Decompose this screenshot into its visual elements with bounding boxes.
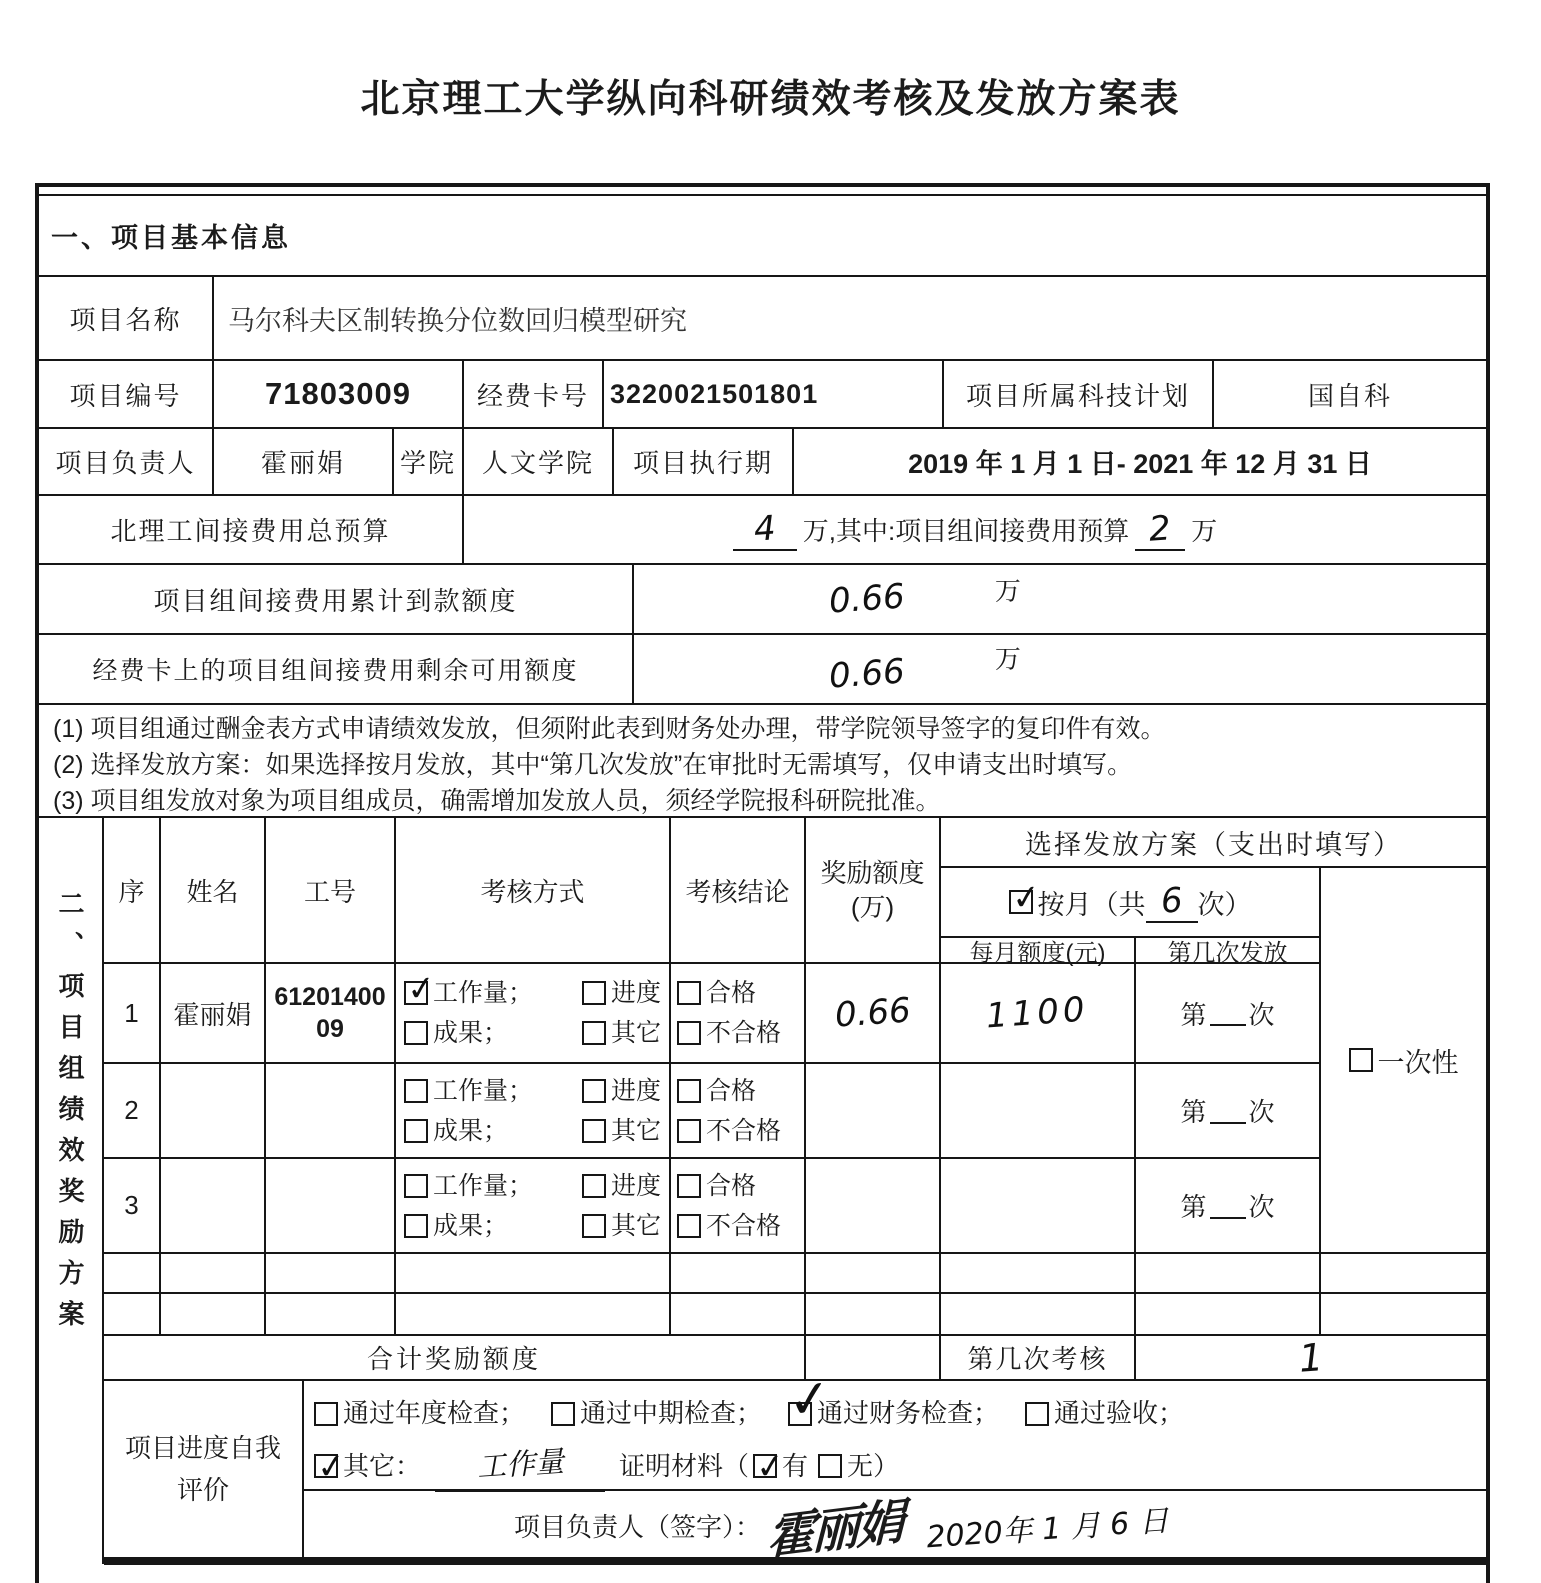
checkbox-annual-check [314,1402,338,1426]
header-nth-payment: 第几次发放 [1136,938,1321,964]
row1-workload-label: 工作量； [433,979,534,1007]
checkbox-row2-progress [582,1079,606,1103]
checkbox-row2-pass [677,1079,701,1103]
checkbox-material-none [818,1454,842,1478]
evaluation-main [304,1381,1486,1567]
row2-other-label: 其它 [610,1116,661,1145]
fund-card-label: 经费卡号 [464,361,604,427]
row3-workload-label: 工作量； [433,1171,534,1200]
arrived-value-area [634,565,1486,633]
acceptance-check-label: 通过验收； [1054,1398,1185,1428]
budget-unit: 万 [1191,516,1218,546]
section2 [39,818,1486,1567]
empty-row [1321,1254,1486,1294]
row1-amount [941,964,1136,1064]
header-method: 考核方式 [396,818,671,964]
signature-area [304,1491,1486,1567]
row2-progress-label: 进度 [610,1076,661,1105]
header-name: 姓名 [161,818,266,964]
header-reward-line1: 奖励额度 [820,858,925,888]
school-value: 人文学院 [464,429,614,494]
row1-result-label: 成果； [433,1019,509,1047]
project-name-value: 马尔科夫区制转换分位数回归模型研究 [228,305,687,336]
remaining-value-area [634,635,1486,703]
row3-nth-blank [1210,1193,1246,1219]
row1-fail-label: 不合格 [706,1019,782,1047]
empty-row [161,1254,266,1294]
budget-value [464,496,1486,563]
row2-pass-label: 合格 [706,1076,757,1105]
finance-check-label: 通过财务检查； [817,1398,1000,1428]
midterm-check-label: 通过中期检查； [580,1398,763,1428]
row3-seq: 3 [104,1159,161,1254]
checkbox-row1-workload [404,981,428,1005]
nth-assess-handwritten: 1 [1297,1334,1325,1381]
row2-nth [1136,1064,1321,1159]
checkbox-row1-other [582,1021,606,1045]
empty-row [266,1254,396,1294]
budget-label: 北理工间接费用总预算 [39,496,464,563]
note-2: (2) 选择发放方案：如果选择按月发放，其中“第几次发放”在审批时无需填写，仅申请支出时填写。 [53,751,1133,779]
arrived-row [39,565,1486,635]
checkbox-row1-pass [677,981,701,1005]
signature-label: 项目负责人（签字）： [514,1512,762,1542]
section2-main [104,818,1486,1567]
header-conclusion: 考核结论 [671,818,806,964]
remaining-row [39,635,1486,705]
checkbox-row3-pass [677,1174,701,1198]
row1-method [396,964,671,1064]
arrived-unit: 万 [994,575,1021,606]
header-monthly [941,868,1321,938]
empty-row [941,1254,1136,1294]
form-title: 北京理工大学纵向科研绩效考核及发放方案表 [360,78,1181,121]
checkbox-midterm-check [551,1402,575,1426]
project-number-row [39,361,1486,429]
empty-row [266,1294,396,1336]
row2-nth-prefix: 第 [1180,1097,1207,1127]
row3-reward [806,1159,941,1254]
sum-label: 合计奖励额度 [104,1336,806,1381]
checkbox-row2-workload [404,1079,428,1103]
row2-workload-label: 工作量； [433,1076,534,1105]
fund-card-value: 3220021501801 [604,361,944,427]
row3-fail-label: 不合格 [706,1211,782,1240]
row2-method [396,1064,671,1159]
empty-row [396,1294,671,1336]
checkbox-row3-progress [582,1174,606,1198]
checkbox-monthly [1009,890,1033,914]
row1-progress-label: 进度 [610,979,661,1007]
header-reward [806,818,941,964]
checkbox-row1-progress [582,981,606,1005]
material-none-label: 无 [847,1450,874,1481]
row3-result-label: 成果； [433,1211,509,1240]
section1-header: 一、项目基本信息 [39,194,1486,277]
row2-nth-suffix: 次 [1248,1097,1275,1127]
row2-id [266,1064,396,1159]
row1-nth [1136,964,1321,1064]
row1-nth-suffix: 次 [1248,999,1275,1030]
checkbox-row3-workload [404,1174,428,1198]
monthly-suffix: 次） [1197,889,1252,920]
budget-total-underline [733,509,797,551]
arrived-value: 0.66 [827,576,907,622]
material-have-label: 有 [782,1450,809,1481]
section2-grid [104,818,1486,1381]
budget-group-value: 2 [1148,507,1173,550]
signature-date: 2020年 1 月 6 日 [925,1503,1170,1555]
row1-name: 霍丽娟 [161,964,266,1064]
row1-amount-value: 1100 [984,989,1091,1037]
row3-conclusion [671,1159,806,1254]
project-name-label: 项目名称 [39,277,214,359]
evaluation-label: 项目进度自我评价 [104,1381,304,1557]
row2-conclusion [671,1064,806,1159]
notes-block [39,705,1486,818]
checkbox-row2-result [404,1119,428,1143]
budget-mid-text: 万,其中:项目组间接费用预算 [802,516,1130,546]
project-name-row [39,277,1486,361]
row3-id [266,1159,396,1254]
header-seq: 序 [104,818,161,964]
nth-assess-label: 第几次考核 [941,1336,1136,1381]
note-1: (1) 项目组通过酬金表方式申请绩效发放，但须附此表到财务处办理，带学院领导签字的复印件有效。 [53,715,1166,743]
row2-fail-label: 不合格 [706,1116,782,1145]
empty-row [806,1254,941,1294]
arrived-label: 项目组间接费用累计到款额度 [39,565,634,633]
section2-side-label: 二、项目组绩效奖励方案 [55,890,85,1341]
checkbox-row3-other [582,1214,606,1238]
checkbox-row3-result [404,1214,428,1238]
material-label: 证明材料（ [619,1450,750,1481]
empty-row [104,1294,161,1336]
remaining-label: 经费卡上的项目组间接费用剩余可用额度 [39,635,634,703]
note-3: (3) 项目组发放对象为项目组成员，确需增加发放人员，须经学院报科研院批准。 [53,787,941,815]
checkbox-acceptance-check [1025,1402,1049,1426]
school-label: 学院 [394,429,464,494]
checkbox-row2-fail [677,1119,701,1143]
row1-seq: 1 [104,964,161,1064]
row3-method [396,1159,671,1254]
empty-row [1136,1294,1321,1336]
evaluation-block [104,1381,1486,1567]
row1-nth-prefix: 第 [1180,999,1207,1030]
row1-conclusion [671,964,806,1064]
annual-check-label: 通过年度检查； [343,1398,526,1428]
period-value: 2019 年 1 月 1 日- 2021 年 12 月 31 日 [908,449,1372,479]
row3-other-label: 其它 [610,1211,661,1240]
leader-value: 霍丽娟 [214,429,394,494]
remaining-unit: 万 [994,643,1021,674]
other-progress-value: 工作量 [475,1444,565,1484]
empty-row [104,1254,161,1294]
project-no-value: 71803009 [214,361,464,427]
other-progress-label: 其它： [343,1450,422,1481]
row3-pass-label: 合格 [706,1171,757,1200]
empty-row [1136,1254,1321,1294]
checkbox-row1-fail [677,1021,701,1045]
header-plan: 选择发放方案（支出时填写） [941,818,1486,868]
monthly-count-underline [1146,881,1198,923]
checkbox-once [1349,1048,1373,1072]
empty-row [671,1254,806,1294]
other-progress-underline [435,1439,605,1492]
once-label: 一次性 [1377,1047,1459,1078]
checkbox-other-progress [314,1454,338,1478]
header-reward-line2: (万) [850,892,895,922]
checkbox-material-have [753,1454,777,1478]
empty-row [396,1254,671,1294]
signature: 霍丽娟 [766,1493,902,1567]
row2-amount [941,1064,1136,1159]
project-no-label: 项目编号 [39,361,214,427]
material-close: ） [873,1450,900,1481]
empty-row [671,1294,806,1336]
empty-row [161,1294,266,1336]
row3-name [161,1159,266,1254]
row1-other-label: 其它 [610,1019,661,1047]
empty-row [1321,1294,1486,1336]
row3-amount [941,1159,1136,1254]
row2-reward [806,1064,941,1159]
checkbox-row3-fail [677,1214,701,1238]
empty-row [941,1294,1136,1336]
row1-reward-value: 0.66 [833,990,912,1036]
remaining-value: 0.66 [827,651,907,697]
checkbox-row2-other [582,1119,606,1143]
nth-assess-value [1136,1336,1486,1381]
leader-label: 项目负责人 [39,429,214,494]
row1-nth-blank [1210,1000,1246,1026]
period-label: 项目执行期 [614,429,794,494]
row3-nth-prefix: 第 [1180,1192,1207,1222]
evaluation-checks [304,1381,1486,1491]
monthly-prefix: 按月（共 [1037,889,1146,920]
header-id: 工号 [266,818,396,964]
program-label: 项目所属科技计划 [944,361,1214,427]
form-table [35,183,1490,1583]
section2-side-column [39,818,104,1564]
row1-reward [806,964,941,1064]
partial-bottom-row [104,1561,1486,1565]
once-cell [1321,868,1486,1254]
header-monthly-amount: 每月额度(元) [941,938,1136,964]
program-value: 国自科 [1307,380,1392,411]
budget-total-value: 4 [752,507,777,550]
checkbox-finance-check [788,1402,812,1426]
leader-row [39,429,1486,496]
row3-nth-suffix: 次 [1248,1192,1275,1222]
row2-name [161,1064,266,1159]
row3-progress-label: 进度 [610,1171,661,1200]
row2-result-label: 成果； [433,1116,509,1145]
checkbox-row1-result [404,1021,428,1045]
empty-row [806,1294,941,1336]
row2-seq: 2 [104,1064,161,1159]
budget-row [39,496,1486,565]
row1-id: 6120140009 [266,964,396,1064]
row2-nth-blank [1210,1098,1246,1124]
budget-group-underline [1135,509,1185,551]
row3-nth [1136,1159,1321,1254]
row1-pass-label: 合格 [706,979,757,1007]
monthly-count: 6 [1159,880,1184,922]
